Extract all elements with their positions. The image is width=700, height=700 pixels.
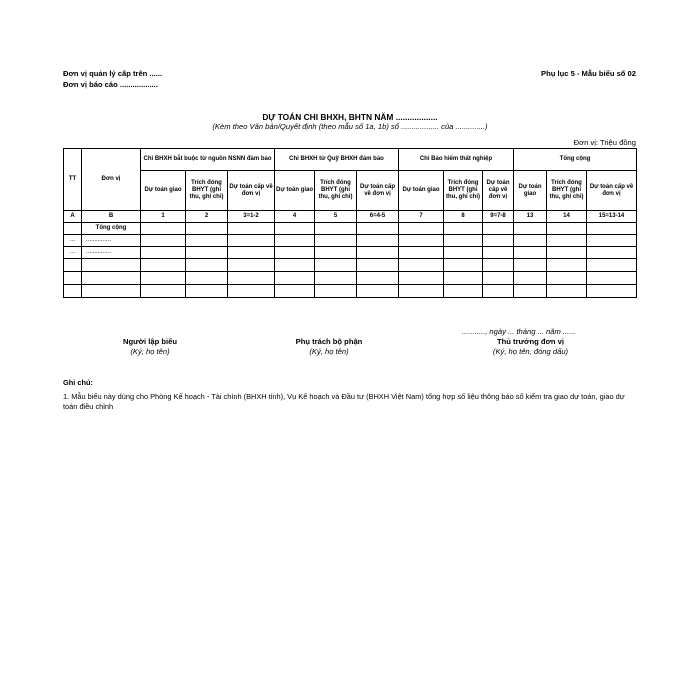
index-cell: 8 <box>444 211 483 223</box>
row-unit-cell <box>82 285 141 298</box>
index-cell: 5 <box>315 211 357 223</box>
row-tt-cell <box>64 285 82 298</box>
subheader-cell: Dự toán giao <box>399 171 444 211</box>
document-subtitle: (Kèm theo Văn bản/Quyết định (theo mẫu số 1a, 1b) số .................. của ..............) <box>212 122 488 131</box>
row-unit-cell: ............... <box>82 235 141 247</box>
appendix-label: Phụ lục 5 - Mẫu biểu số 02 <box>541 69 636 78</box>
signer-preparer-note: (Ký, họ tên) <box>130 347 170 356</box>
col-tt-header: TT <box>64 149 82 211</box>
group-header-nsnn: Chi BHXH bắt buộc từ nguồn NSNN đảm bảo <box>141 149 275 171</box>
table-index-row <box>64 211 637 223</box>
index-cell: 2 <box>186 211 228 223</box>
signer-head-note: (Ký, họ tên, đóng dấu) <box>492 347 569 356</box>
row-tt-cell <box>64 272 82 285</box>
subheader-cell: Trích đóng BHYT (ghi thu, ghi chi) <box>547 171 587 211</box>
unit-of-measure: Đơn vị: Triệu đồng <box>573 138 636 147</box>
subheader-cell: Dự toán cấp về đơn vị <box>587 171 637 211</box>
budget-table <box>63 148 637 298</box>
table-row <box>64 285 637 298</box>
index-cell: A <box>64 211 82 223</box>
table-row <box>64 223 637 235</box>
signer-department-note: (Ký, họ tên) <box>309 347 349 356</box>
row-tt-cell <box>64 259 82 272</box>
index-cell: 14 <box>547 211 587 223</box>
document-title: DỰ TOÁN CHI BHXH, BHTN NĂM .................. <box>262 112 438 122</box>
index-cell: 1 <box>141 211 186 223</box>
notes-item-1: 1. Mẫu biểu này dùng cho Phòng Kế hoạch - Tài chính (BHXH tỉnh), Vụ Kế hoạch và Đầu tư (BHXH Việt Nam) tổng hợp số liệu thông báo số kiểm tra giao dự toán, giao dự toán điều chỉnh <box>63 392 625 411</box>
index-cell: 7 <box>399 211 444 223</box>
group-header-total: Tổng cộng <box>514 149 637 171</box>
subheader-cell: Dự toán giao <box>141 171 186 211</box>
index-cell: 4 <box>275 211 315 223</box>
row-unit-cell: Tổng cộng <box>82 223 141 235</box>
table-subheader-row <box>64 171 637 211</box>
subheader-cell: Trích đóng BHYT (ghi thu, ghi chi) <box>315 171 357 211</box>
index-cell: 15=13-14 <box>587 211 637 223</box>
index-cell: 6=4-5 <box>357 211 399 223</box>
index-cell: 3=1-2 <box>228 211 275 223</box>
row-tt-cell: ... <box>64 247 82 259</box>
row-tt-cell: ... <box>64 235 82 247</box>
subheader-cell: Dự toán cấp về đơn vị <box>357 171 399 211</box>
subheader-cell: Trích đóng BHYT (ghi thu, ghi chi) <box>186 171 228 211</box>
index-cell: B <box>82 211 141 223</box>
table-row <box>64 247 637 259</box>
subheader-cell: Dự toán cấp về đơn vị <box>483 171 514 211</box>
subheader-cell: Trích đóng BHYT (ghi thu, ghi chi) <box>444 171 483 211</box>
row-unit-cell <box>82 272 141 285</box>
date-line: ..........., ngày ... tháng ... năm ...... <box>462 327 576 336</box>
subheader-cell: Dự toán giao <box>275 171 315 211</box>
table-row <box>64 235 637 247</box>
group-header-fund: Chi BHXH từ Quỹ BHXH đảm bảo <box>275 149 399 171</box>
signer-preparer-title: Người lập biểu <box>123 337 177 346</box>
table-group-header-row <box>64 149 637 171</box>
index-cell: 13 <box>514 211 547 223</box>
row-unit-cell <box>82 259 141 272</box>
index-cell: 9=7-8 <box>483 211 514 223</box>
row-tt-cell <box>64 223 82 235</box>
reporting-unit-label: Đơn vị báo cáo .................. <box>63 80 158 89</box>
table-row <box>64 259 637 272</box>
row-unit-cell: ............... <box>82 247 141 259</box>
signer-head-title: Thủ trưởng đơn vị <box>497 337 564 346</box>
group-header-unemployment: Chi Bảo hiểm thất nghiệp <box>399 149 514 171</box>
signer-department-title: Phụ trách bộ phận <box>295 337 363 346</box>
table-row <box>64 272 637 285</box>
col-unit-header: Đơn vị <box>82 149 141 211</box>
notes-heading: Ghi chú: <box>63 378 93 387</box>
subheader-cell: Dự toán cấp về đơn vị <box>228 171 275 211</box>
subheader-cell: Dự toán giao <box>514 171 547 211</box>
parent-unit-label: Đơn vị quản lý cấp trên ...... <box>63 69 163 78</box>
